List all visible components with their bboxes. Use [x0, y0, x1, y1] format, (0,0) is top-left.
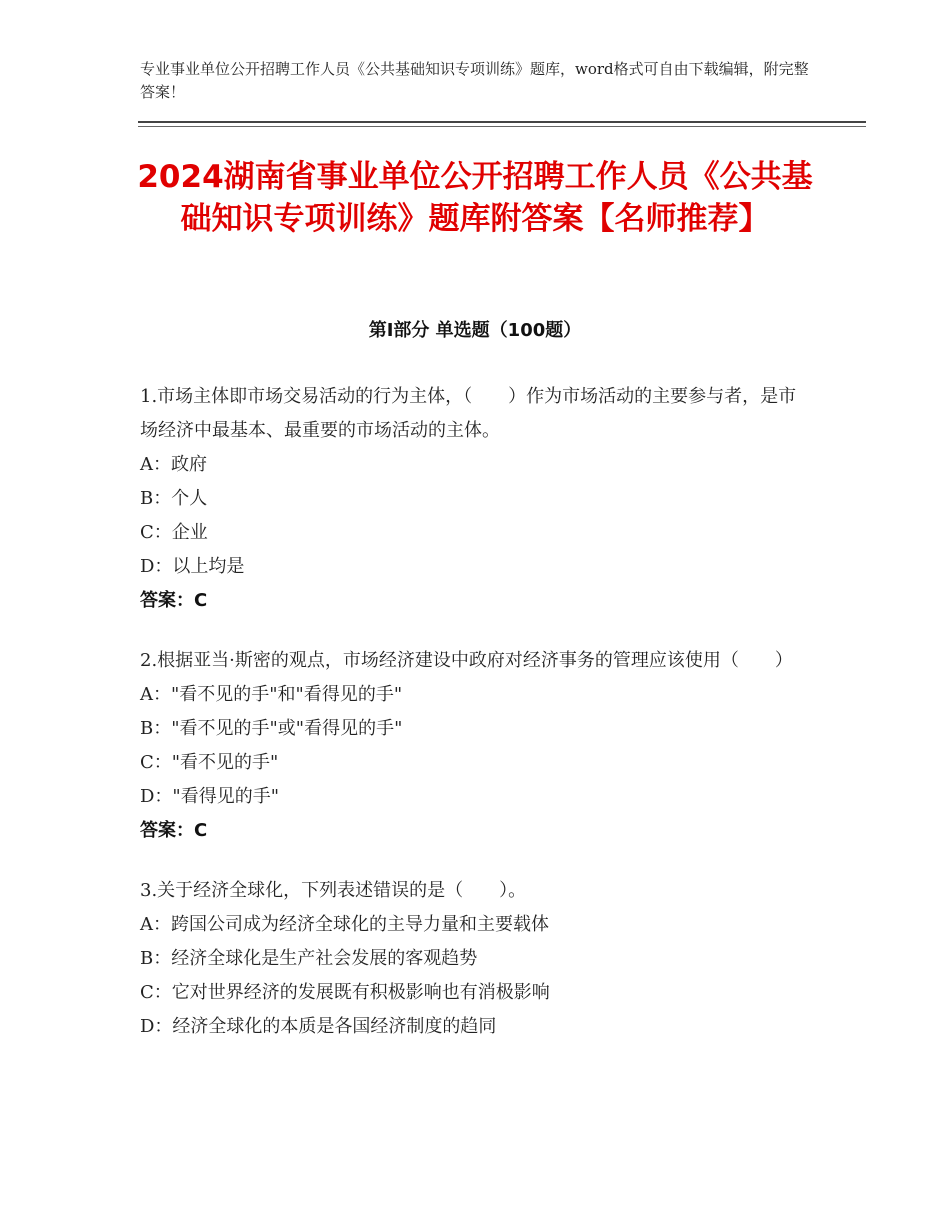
- section-heading: 第Ⅰ部分 单选题（100题）: [368, 320, 582, 341]
- option-d: D："看得见的手": [140, 786, 279, 807]
- option-c: C："看不见的手": [140, 752, 279, 773]
- option-b: B：经济全球化是生产社会发展的客观趋势: [140, 948, 478, 969]
- option-a: A：跨国公司成为经济全球化的主导力量和主要载体: [140, 914, 549, 935]
- option-c: C：企业: [140, 522, 208, 543]
- header-note: 专业事业单位公开招聘工作人员《公共基础知识专项训练》题库，word格式可自由下载编辑，附完整答案！: [140, 60, 809, 101]
- header-divider-thin: [138, 126, 866, 127]
- option-d: D：经济全球化的本质是各国经济制度的趋同: [140, 1016, 497, 1037]
- option-b: B："看不见的手"或"看得见的手": [140, 718, 403, 739]
- question-stem: 3.关于经济全球化，下列表述错误的是（ ）。: [140, 880, 527, 901]
- option-b: B：个人: [140, 488, 208, 509]
- option-a: A：政府: [140, 454, 207, 475]
- option-c: C：它对世界经济的发展既有积极影响也有消极影响: [140, 982, 550, 1003]
- option-d: D：以上均是: [140, 556, 245, 577]
- document-title: 2024湖南省事业单位公开招聘工作人员《公共基础知识专项训练》题库附答案【名师推荐】: [137, 159, 813, 237]
- header-divider: [138, 121, 866, 123]
- answer-line: 答案：C: [140, 820, 208, 841]
- question-item: [140, 644, 810, 848]
- question-item: [140, 380, 810, 618]
- question-list: [140, 380, 810, 1070]
- option-a: A："看不见的手"和"看得见的手": [140, 684, 403, 705]
- question-stem: 1.市场主体即市场交易活动的行为主体，（ ）作为市场活动的主要参与者，是市场经济中最基本、最重要的市场活动的主体。: [140, 386, 797, 441]
- answer-line: 答案：C: [140, 590, 208, 611]
- question-stem: 2.根据亚当·斯密的观点，市场经济建设中政府对经济事务的管理应该使用（ ）: [140, 650, 793, 671]
- question-item: [140, 874, 810, 1044]
